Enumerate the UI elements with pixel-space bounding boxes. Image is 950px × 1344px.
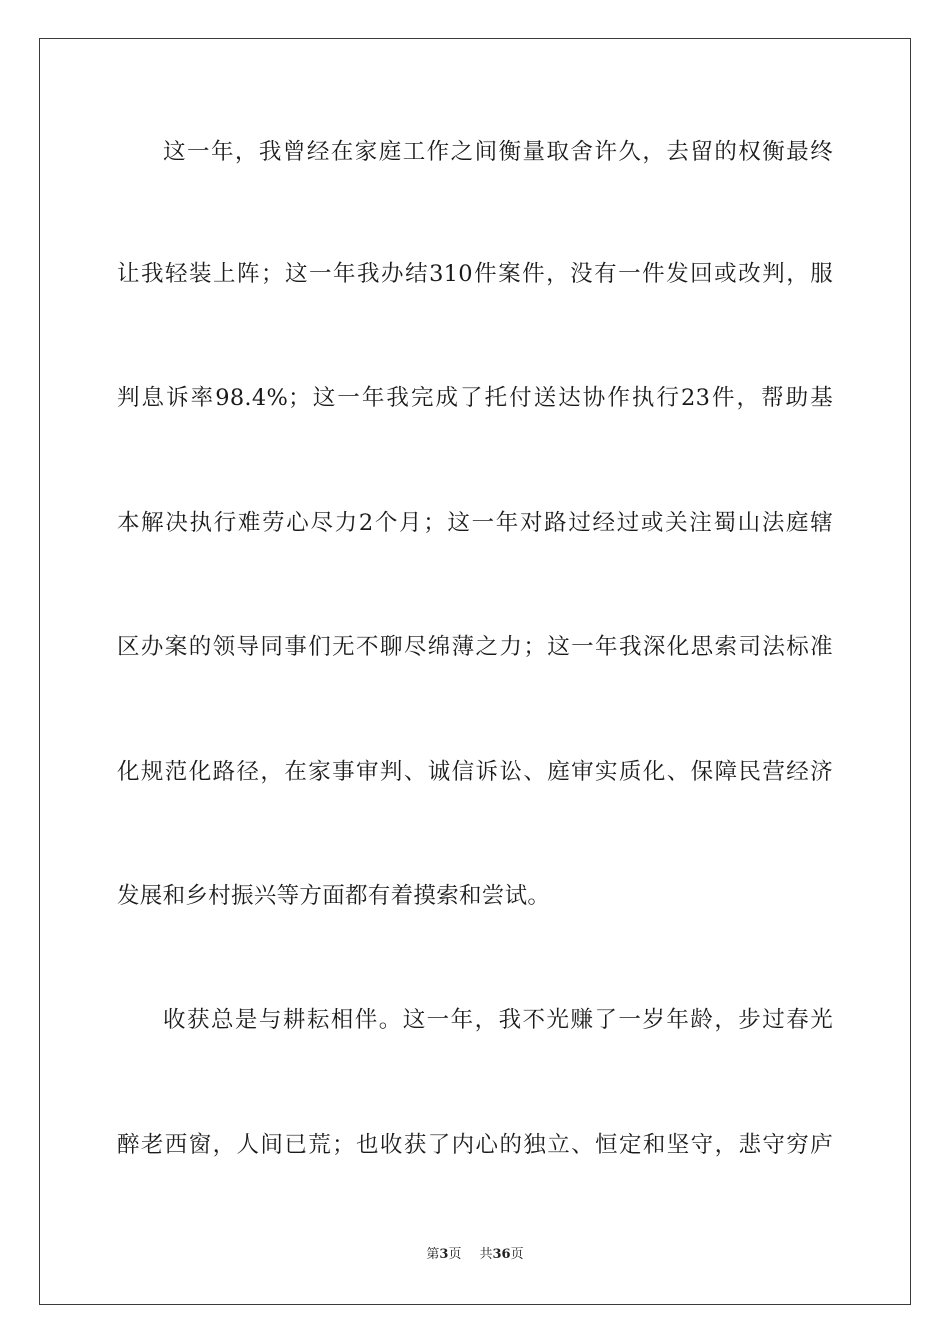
- paragraph-line: 区办案的领导同事们无不聊尽绵薄之力；这一年我深化思索司法标准: [117, 634, 833, 660]
- paragraph-line: 判息诉率98.4%；这一年我完成了托付送达协作执行23件，帮助基: [117, 385, 833, 411]
- total-prefix: 共: [479, 1247, 493, 1262]
- total-pages: 36: [492, 1247, 511, 1262]
- paragraph-line: 醉老西窗，人间已荒；也收获了内心的独立、恒定和坚守，悲守穷庐: [117, 1132, 833, 1158]
- paragraph-line: 让我轻装上阵；这一年我办结310件案件，没有一件发回或改判，服: [117, 261, 833, 287]
- total-suffix: 页: [510, 1247, 524, 1262]
- paragraph-line: 这一年，我曾经在家庭工作之间衡量取舍许久，去留的权衡最终: [163, 139, 833, 165]
- page-footer: [0, 1245, 950, 1265]
- page-border: [39, 38, 911, 1305]
- paragraph-line: 化规范化路径，在家事审判、诚信诉讼、庭审实质化、保障民营经济: [117, 759, 833, 785]
- page-number: 3: [439, 1247, 449, 1262]
- page-suffix: 页: [448, 1247, 462, 1262]
- page-prefix: 第: [426, 1247, 440, 1262]
- paragraph-line: 发展和乡村振兴等方面都有着摸索和尝试。: [117, 883, 551, 909]
- paragraph-line: 本解决执行难劳心尽力2个月；这一年对路过经过或关注蜀山法庭辖: [117, 510, 833, 536]
- paragraph-line: 收获总是与耕耘相伴。这一年，我不光赚了一岁年龄，步过春光: [163, 1007, 833, 1033]
